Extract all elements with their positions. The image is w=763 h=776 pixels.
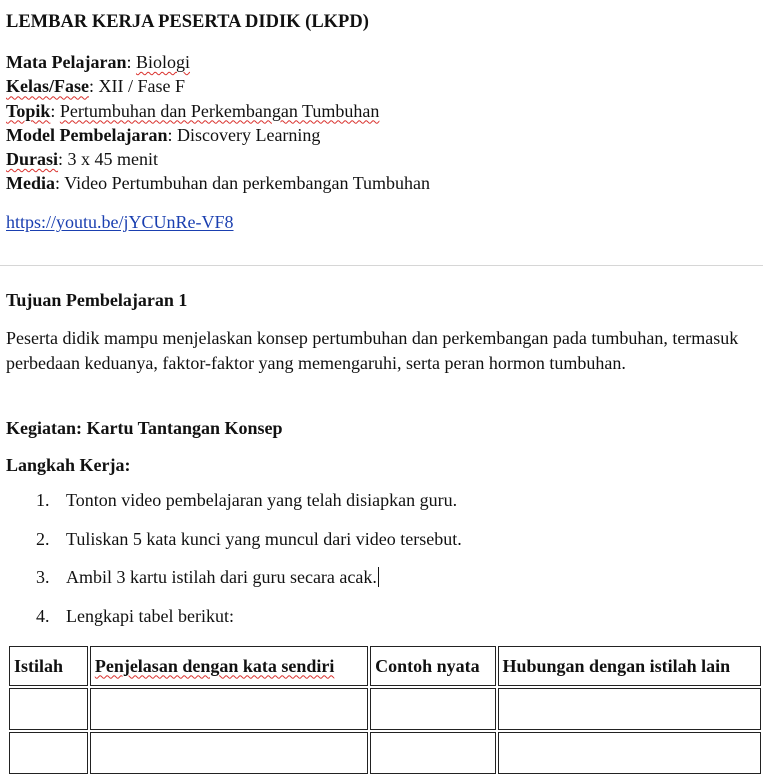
header-contoh: Contoh nyata: [370, 646, 495, 686]
step-item: [36, 529, 462, 568]
step-number: 2.: [36, 528, 50, 549]
langkah-heading: Langkah Kerja:: [6, 455, 131, 475]
step-number: 4.: [36, 606, 50, 627]
step-text: Tuliskan 5 kata kunci yang muncul dari video tersebut.: [66, 528, 462, 549]
kelas-label: Kelas/Fase: [6, 76, 89, 97]
worksheet-table: [7, 644, 763, 776]
media-value: Video Pertumbuhan dan perkembangan Tumbuhan: [64, 173, 431, 194]
meta-model: Model Pembelajaran: Discovery Learning: [6, 124, 321, 145]
document-title: LEMBAR KERJA PESERTA DIDIK (LKPD): [6, 12, 369, 32]
table-cell[interactable]: [370, 732, 495, 774]
step-item: [36, 606, 462, 645]
table-cell[interactable]: [498, 688, 762, 730]
divider: [0, 265, 763, 266]
step-text: Lengkapi tabel berikut:: [66, 606, 234, 627]
step-item: [36, 490, 462, 529]
mapel-value: Biologi: [135, 52, 190, 72]
step-number: 1.: [36, 490, 50, 510]
tujuan-heading: Tujuan Pembelajaran 1: [6, 290, 188, 310]
topik-value: Pertumbuhan dan Perkembangan Tumbuhan: [59, 100, 380, 121]
meta-media: Media: Video Pertumbuhan dan perkembangan Tumbuhan: [6, 173, 431, 194]
media-label: Media: [6, 173, 55, 194]
header-istilah: Istilah: [9, 646, 88, 686]
step-number: 3.: [36, 567, 50, 588]
table-cell[interactable]: [498, 732, 762, 774]
table-row: [9, 732, 761, 774]
header-penjelasan: Penjelasan dengan kata sendiri: [90, 646, 368, 686]
header-hubungan: Hubungan dengan istilah lain: [498, 646, 762, 686]
table-cell[interactable]: [90, 688, 368, 730]
table-cell[interactable]: [9, 688, 88, 730]
tujuan-paragraph: Peserta didik mampu menjelaskan konsep pertumbuhan dan perkembangan pada tumbuhan, termasuk perbedaan keduanya, faktor-faktor yang memengaruhi, serta peran hormon tumbuhan.: [6, 328, 739, 373]
table-header-row: [9, 646, 761, 686]
step-text: Ambil 3 kartu istilah dari guru secara acak.: [66, 567, 377, 588]
text-cursor: [378, 567, 380, 587]
kegiatan-heading: Kegiatan: Kartu Tantangan Konsep: [6, 418, 283, 438]
meta-block: [6, 50, 430, 196]
step-text: Tonton video pembelajaran yang telah disiapkan guru.: [66, 490, 458, 510]
meta-topik: Topik: Pertumbuhan dan Perkembangan Tumbuhan: [6, 100, 380, 121]
video-link[interactable]: https://youtu.be/jYCUnRe-VF8: [6, 212, 234, 232]
kelas-value: XII / Fase F: [98, 76, 186, 97]
meta-durasi: Durasi: 3 x 45 menit: [6, 149, 159, 170]
table-cell[interactable]: [90, 732, 368, 774]
meta-kelas: Kelas/Fase: XII / Fase F: [6, 76, 186, 97]
table-cell[interactable]: [9, 732, 88, 774]
table-row: [9, 688, 761, 730]
durasi-label: Durasi: [6, 149, 59, 170]
topik-label: Topik: [6, 100, 51, 121]
durasi-value: 3 x 45 menit: [67, 149, 159, 170]
step-item: [36, 567, 462, 606]
steps-list: [36, 490, 462, 645]
meta-mapel: Mata Pelajaran: Biologi: [6, 52, 190, 72]
model-value: Discovery Learning: [176, 124, 321, 145]
model-label: Model Pembelajaran: [6, 124, 168, 145]
mapel-label: Mata Pelajaran: [6, 52, 127, 72]
table-cell[interactable]: [370, 688, 495, 730]
